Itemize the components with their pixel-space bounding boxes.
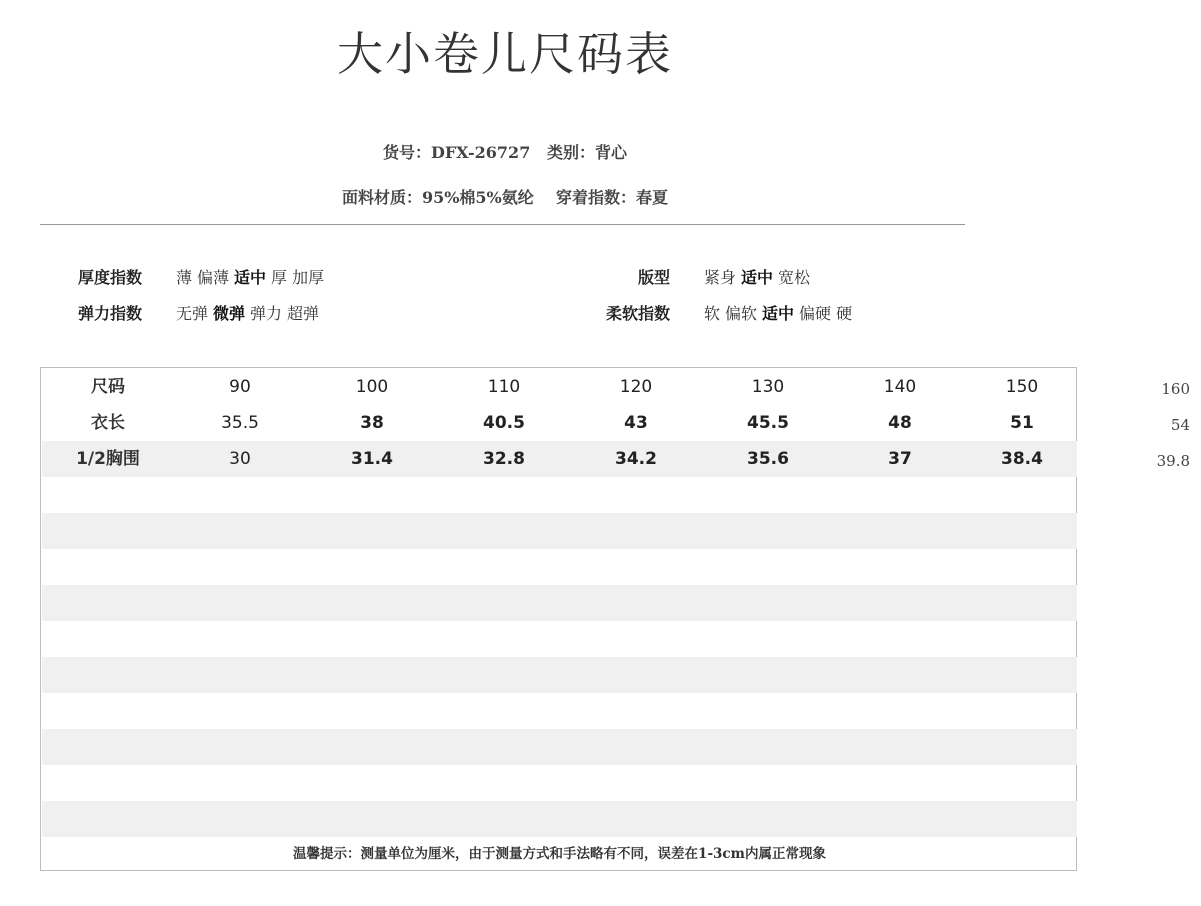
table-cell: 90	[229, 377, 251, 397]
table-row	[42, 585, 1077, 621]
thickness-option: 加厚	[292, 268, 325, 287]
table-cell: 38.4	[1001, 449, 1043, 469]
elasticity-options	[176, 302, 324, 326]
table-row	[42, 621, 1077, 657]
fit-options	[704, 266, 815, 290]
table-cell: 35.6	[747, 449, 789, 469]
table-row	[42, 405, 1077, 441]
table-row	[42, 513, 1077, 549]
elasticity-option: 微弹	[213, 304, 246, 323]
thickness-option: 厚	[271, 268, 288, 287]
elasticity-option: 无弹	[176, 304, 209, 323]
thickness-options	[176, 266, 329, 290]
thickness-option: 偏薄	[197, 268, 230, 287]
table-row	[42, 549, 1077, 585]
measurement-note: 温馨提示：测量单位为厘米，由于测量方式和手法略有不同，误差在1-3cm内属正常现象	[293, 846, 826, 862]
fit-option: 宽松	[778, 268, 811, 287]
fit-label: 版型	[637, 268, 670, 287]
table-cell: 48	[888, 413, 912, 433]
divider	[40, 224, 965, 225]
table-cell: 110	[487, 377, 521, 397]
elasticity-option: 超弹	[287, 304, 320, 323]
thickness-option: 薄	[176, 268, 193, 287]
elasticity-option: 弹力	[250, 304, 283, 323]
table-cell: 34.2	[615, 449, 657, 469]
table-row	[42, 657, 1077, 693]
softness-option: 偏软	[725, 304, 758, 323]
row-label: 衣长	[91, 413, 125, 433]
table-row	[42, 765, 1077, 801]
table-row	[42, 441, 1077, 477]
extra-size-value: 160	[1161, 380, 1190, 398]
extra-size-value: 54	[1170, 416, 1190, 434]
softness-option: 软	[704, 304, 721, 323]
table-cell: 150	[1005, 377, 1039, 397]
softness-options	[704, 302, 857, 326]
thickness-label: 厚度指数	[77, 268, 142, 287]
table-cell: 130	[751, 377, 785, 397]
row-label: 1/2胸围	[76, 449, 140, 469]
fit-option: 适中	[741, 268, 774, 287]
softness-label: 柔软指数	[605, 304, 670, 323]
extra-size-value: 39.8	[1156, 452, 1190, 470]
table-cell: 140	[883, 377, 917, 397]
softness-option: 偏硬	[799, 304, 832, 323]
table-cell: 31.4	[351, 449, 393, 469]
table-cell: 120	[619, 377, 653, 397]
table-cell: 37	[888, 449, 912, 469]
table-row	[42, 693, 1077, 729]
table-cell: 30	[229, 449, 251, 469]
fit-option: 紧身	[704, 268, 737, 287]
table-cell: 45.5	[747, 413, 789, 433]
softness-option: 硬	[836, 304, 853, 323]
table-cell: 100	[355, 377, 389, 397]
table-cell: 51	[1010, 413, 1034, 433]
row-label: 尺码	[91, 377, 125, 397]
table-cell: 35.5	[221, 413, 259, 433]
table-cell: 38	[360, 413, 384, 433]
table-row	[42, 477, 1077, 513]
table-cell: 32.8	[483, 449, 525, 469]
table-cell: 40.5	[483, 413, 525, 433]
page-title: 大小卷儿尺码表	[337, 27, 673, 81]
table-row	[42, 369, 1077, 405]
size-table	[40, 367, 1077, 871]
product-info-line: 货号：DFX-26727 类别：背心	[382, 143, 628, 162]
elasticity-label: 弹力指数	[77, 304, 142, 323]
table-row	[42, 729, 1077, 765]
fabric-info-line: 面料材质：95%棉5%氨纶 穿着指数：春夏	[341, 188, 669, 207]
table-row	[42, 801, 1077, 837]
softness-option: 适中	[762, 304, 795, 323]
table-cell: 43	[624, 413, 648, 433]
thickness-option: 适中	[234, 268, 267, 287]
